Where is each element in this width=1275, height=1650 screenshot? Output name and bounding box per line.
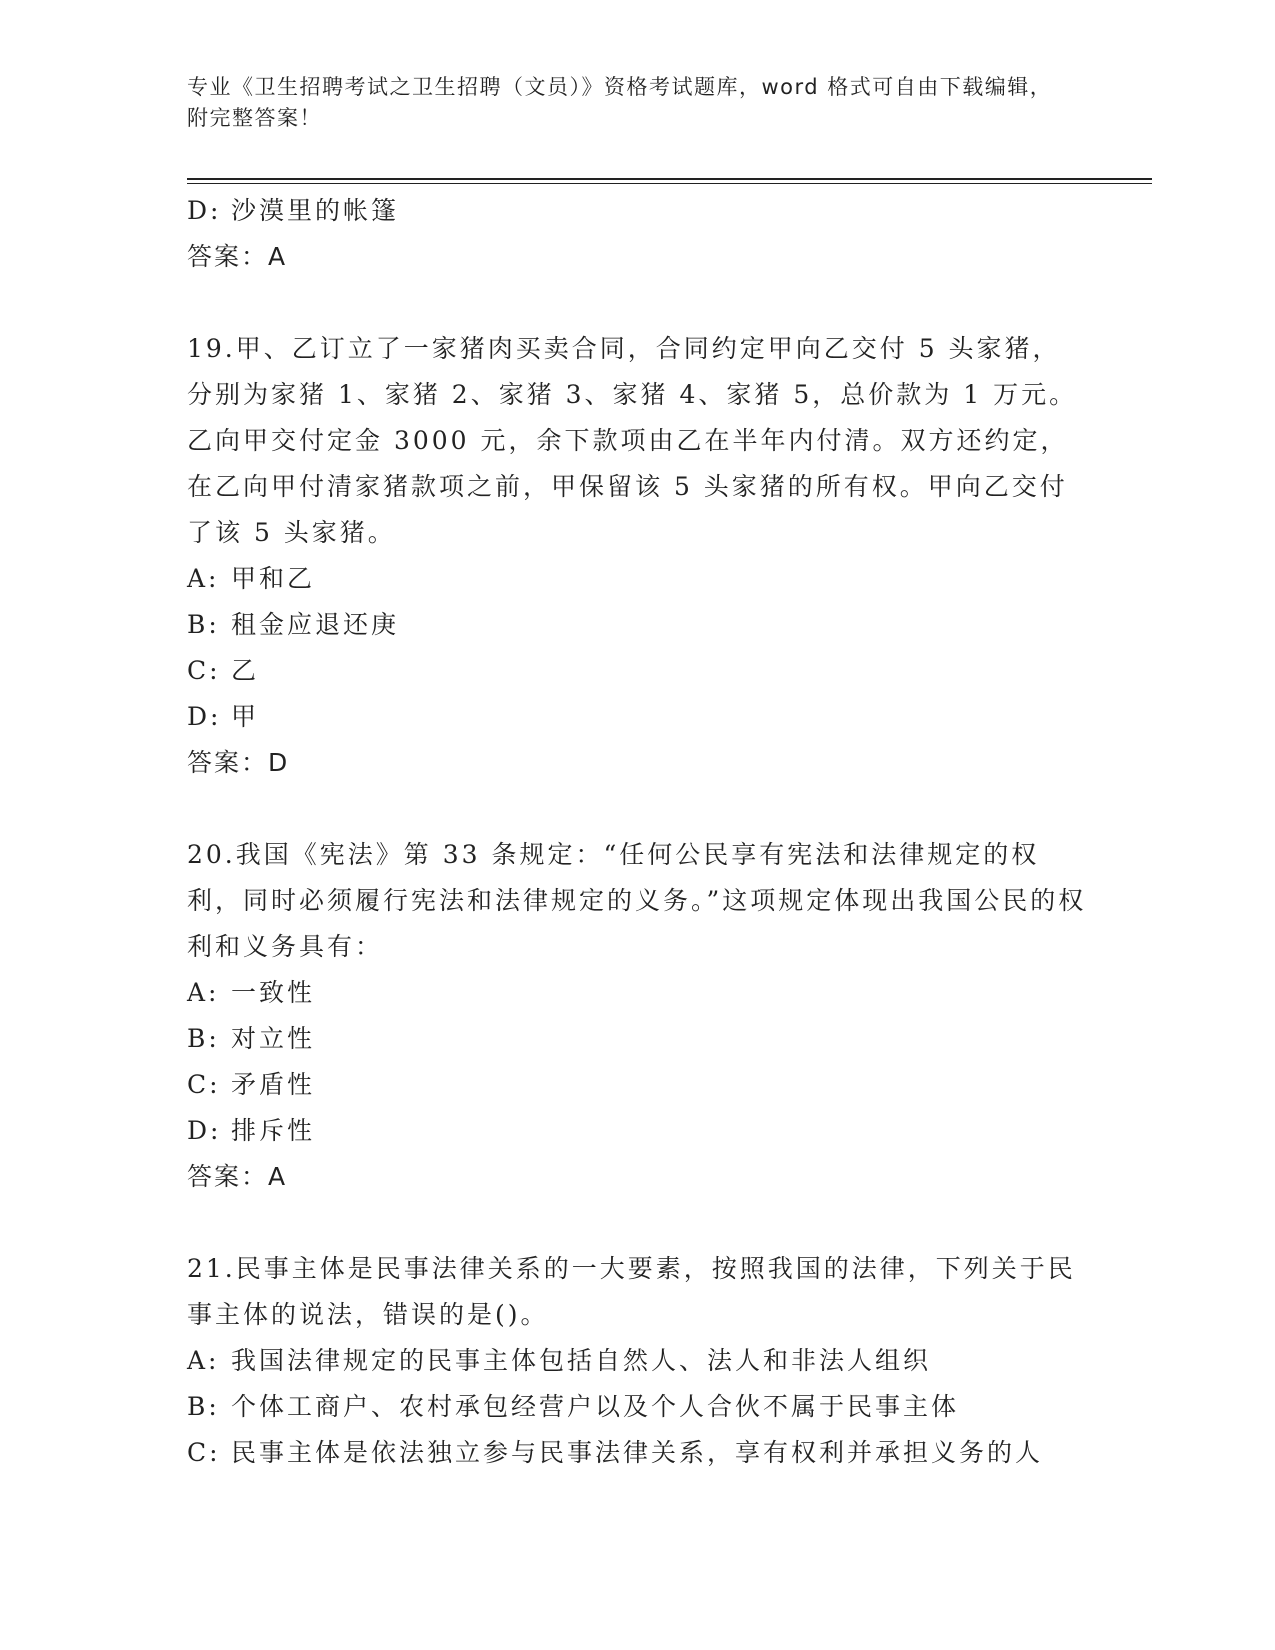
option-b: [187, 602, 1087, 648]
option-text: 一致性: [231, 978, 316, 1007]
option-a: [187, 1338, 1087, 1384]
answer-line: 答案：D: [187, 748, 290, 777]
answer-line: 答案：A: [187, 242, 288, 271]
option-key: B:: [187, 1392, 220, 1421]
option-b: [187, 1384, 1087, 1430]
option-key: D:: [187, 196, 222, 225]
option-d: [187, 1108, 1087, 1154]
option-text: 对立性: [231, 1024, 316, 1053]
answer-line: 答案：A: [187, 1162, 288, 1191]
option-key: D:: [187, 702, 222, 731]
option-text: 民事主体是依法独立参与民事法律关系，享有权利并承担义务的人: [231, 1438, 1044, 1467]
question-stem-19: 19.甲、乙订立了一家猪肉买卖合同，合同约定甲向乙交付 5 头家猪，分别为家猪 1、家猪 2、家猪 3、家猪 4、家猪 5，总价款为 1 万元。乙向甲交付定金 3000 元，余下款项由乙在半年内付清。双方还约定，在乙向甲付清家猪款项之前，甲保留该 5 头家猪的所有权。甲向乙交付了该 5 头家猪。: [187, 334, 1078, 547]
header-rule-thin: [187, 183, 1152, 184]
option-a: [187, 970, 1087, 1016]
option-b: [187, 1016, 1087, 1062]
document-body: [187, 188, 1087, 1476]
option-key: A:: [187, 1346, 220, 1375]
option-d: [187, 694, 1087, 740]
option-key: C:: [187, 1438, 221, 1467]
header-rule-thick: [187, 178, 1152, 180]
option-text: 租金应退还庚: [231, 610, 400, 639]
option-key: A:: [187, 978, 220, 1007]
option-c: [187, 648, 1087, 694]
option-key: B:: [187, 1024, 220, 1053]
option-a: [187, 556, 1087, 602]
option-text: 甲和乙: [231, 564, 316, 593]
option-text: 个体工商户、农村承包经营户以及个人合伙不属于民事主体: [231, 1392, 960, 1421]
option-key: B:: [187, 610, 220, 639]
option-text: 甲: [231, 702, 260, 731]
option-key: A:: [187, 564, 220, 593]
document-header: 专业《卫生招聘考试之卫生招聘（文员）》资格考试题库，word 格式可自由下载编辑，附完整答案！: [187, 75, 1053, 130]
option-key: C:: [187, 656, 221, 685]
question-stem-21: 21.民事主体是民事法律关系的一大要素，按照我国的法律，下列关于民事主体的说法，错误的是()。: [187, 1254, 1076, 1329]
option-c: [187, 1430, 1087, 1476]
option-key: C:: [187, 1070, 221, 1099]
option-key: D:: [187, 1116, 222, 1145]
option-d: [187, 188, 1087, 234]
option-text: 乙: [231, 656, 260, 685]
option-text: 我国法律规定的民事主体包括自然人、法人和非法人组织: [231, 1346, 932, 1375]
option-text: 排斥性: [231, 1116, 316, 1145]
option-text: 矛盾性: [231, 1070, 316, 1099]
question-stem-20: 20.我国《宪法》第 33 条规定：“任何公民享有宪法和法律规定的权利，同时必须履行宪法和法律规定的义务。”这项规定体现出我国公民的权利和义务具有：: [187, 840, 1087, 961]
option-text: 沙漠里的帐篷: [231, 196, 400, 225]
option-c: [187, 1062, 1087, 1108]
